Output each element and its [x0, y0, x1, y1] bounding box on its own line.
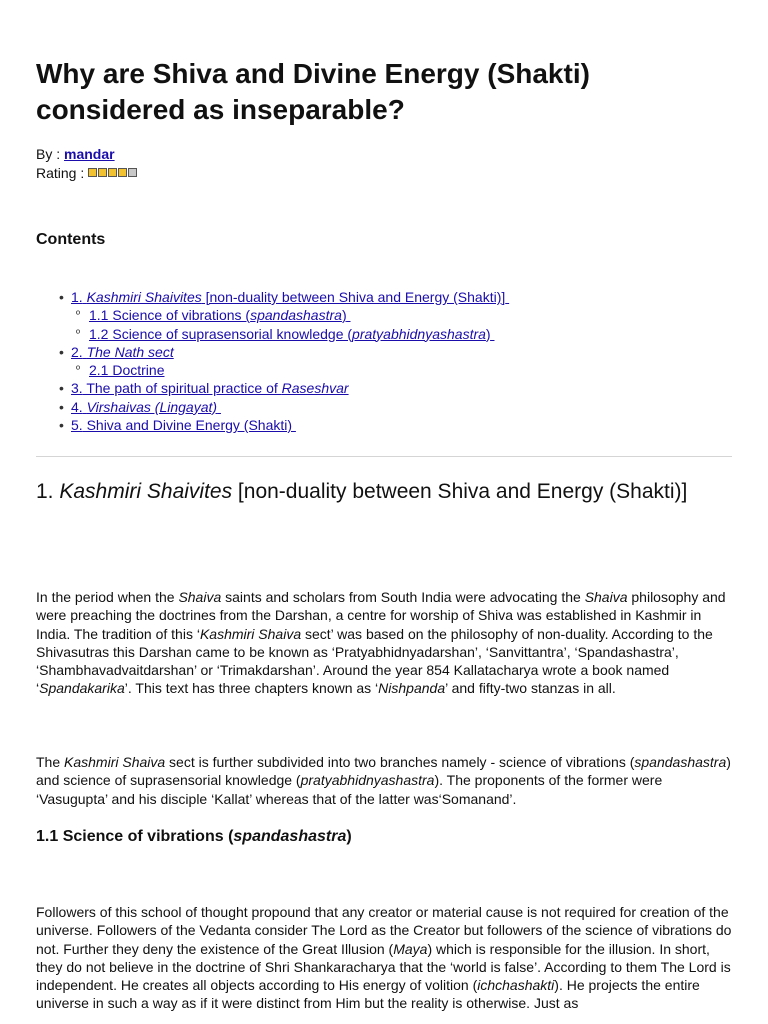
toc-item: [36, 306, 509, 324]
toc-item: [36, 379, 509, 397]
toc-item: [36, 416, 509, 434]
toc-link-1-1[interactable]: 1.1 Science of vibrations (spandashastra): [89, 307, 347, 324]
table-of-contents: [36, 288, 509, 434]
toc-link-1[interactable]: 1. Kashmiri Shaivites [non-duality between Shiva and Energy (Shakti)]: [71, 289, 506, 305]
rating-label: Rating :: [36, 165, 85, 181]
contents-heading: Contents: [36, 231, 106, 248]
toc-link-2-1[interactable]: 2.1 Doctrine: [89, 362, 165, 379]
rating-stars: [88, 163, 138, 181]
author-line: [36, 145, 138, 163]
toc-item: [36, 325, 509, 343]
toc-link-2[interactable]: 2. The Nath sect: [71, 343, 174, 360]
paragraph-1: In the period when the Shaiva saints and scholars from South India were advocating the Shaiva philosophy and were preaching the doctrines from the Darshan, a centre for worship of Shiva was established in Kashmir in India. The tradition of this ‘Kashmiri Shaiva sect’ was based on the philosophy of non-duality. According to the Shivasutras this Darshan came to be known as ‘Pratyabhidnyadarshan’, ‘Sanvittantra’, ‘Spandashastra’, ‘Shambhavadvaitdarshan’ or ‘Trimakdarshan’. Around the year 854 Kallatacharya wrote a book named ‘Spandakarika’. This text has three chapters known as ‘Nishpanda’ and fifty-two stanzas in all.: [36, 589, 726, 697]
toc-link-5[interactable]: 5. Shiva and Divine Energy (Shakti): [71, 417, 293, 434]
page-title: Why are Shiva and Divine Energy (Shakti) considered as inseparable?: [36, 58, 590, 125]
by-label: By :: [36, 146, 61, 162]
section-heading-1: 1. Kashmiri Shaivites [non-duality between Shiva and Energy (Shakti)]: [36, 480, 688, 503]
toc-link-4[interactable]: 4. Virshaivas (Lingayat): [71, 398, 218, 415]
toc-item: [36, 343, 509, 361]
toc-item: [36, 288, 509, 306]
rating-star: [108, 168, 117, 177]
paragraph-2: The Kashmiri Shaiva sect is further subdivided into two branches namely - science of vibrations (spandashastra) and science of suprasensorial knowledge (pratyabhidnyashastra). The proponents of the former were ‘Vasugupta’ and his disciple ‘Kallat’ whereas that of the latter was‘Somanand’.: [36, 754, 731, 807]
article-meta: [36, 145, 138, 182]
toc-item: [36, 361, 509, 379]
rating-line: [36, 163, 138, 182]
rating-star: [98, 168, 107, 177]
toc-link-3[interactable]: 3. The path of spiritual practice of Raseshvar: [71, 380, 349, 397]
paragraph-3: Followers of this school of thought propound that any creator or material cause is not required for creation of the universe. Followers of the Vedanta consider The Lord as the Creator but followers of the science of vibrations do not. Further they deny the existence of the Great Illusion (Maya) which is responsible for the illusion. In short, they do not believe in the doctrine of Shri Shankaracharya that the ‘world is false’. According to them The Lord is independent. He creates all objects according to His energy of volition (ichchashakti). He projects the entire universe in such a way as if it were distinct from Him but the reality is otherwise. Just as: [36, 904, 732, 1012]
rating-star: [88, 168, 97, 177]
rating-star: [118, 168, 127, 177]
subsection-heading-1-1: 1.1 Science of vibrations (spandashastra): [36, 828, 352, 845]
toc-link-1-2[interactable]: 1.2 Science of suprasensorial knowledge (pratyabhidnyashastra): [89, 325, 491, 342]
author-link[interactable]: mandar: [64, 146, 115, 162]
section-divider: [36, 456, 732, 457]
toc-item: [36, 398, 509, 416]
rating-star: [128, 168, 137, 177]
